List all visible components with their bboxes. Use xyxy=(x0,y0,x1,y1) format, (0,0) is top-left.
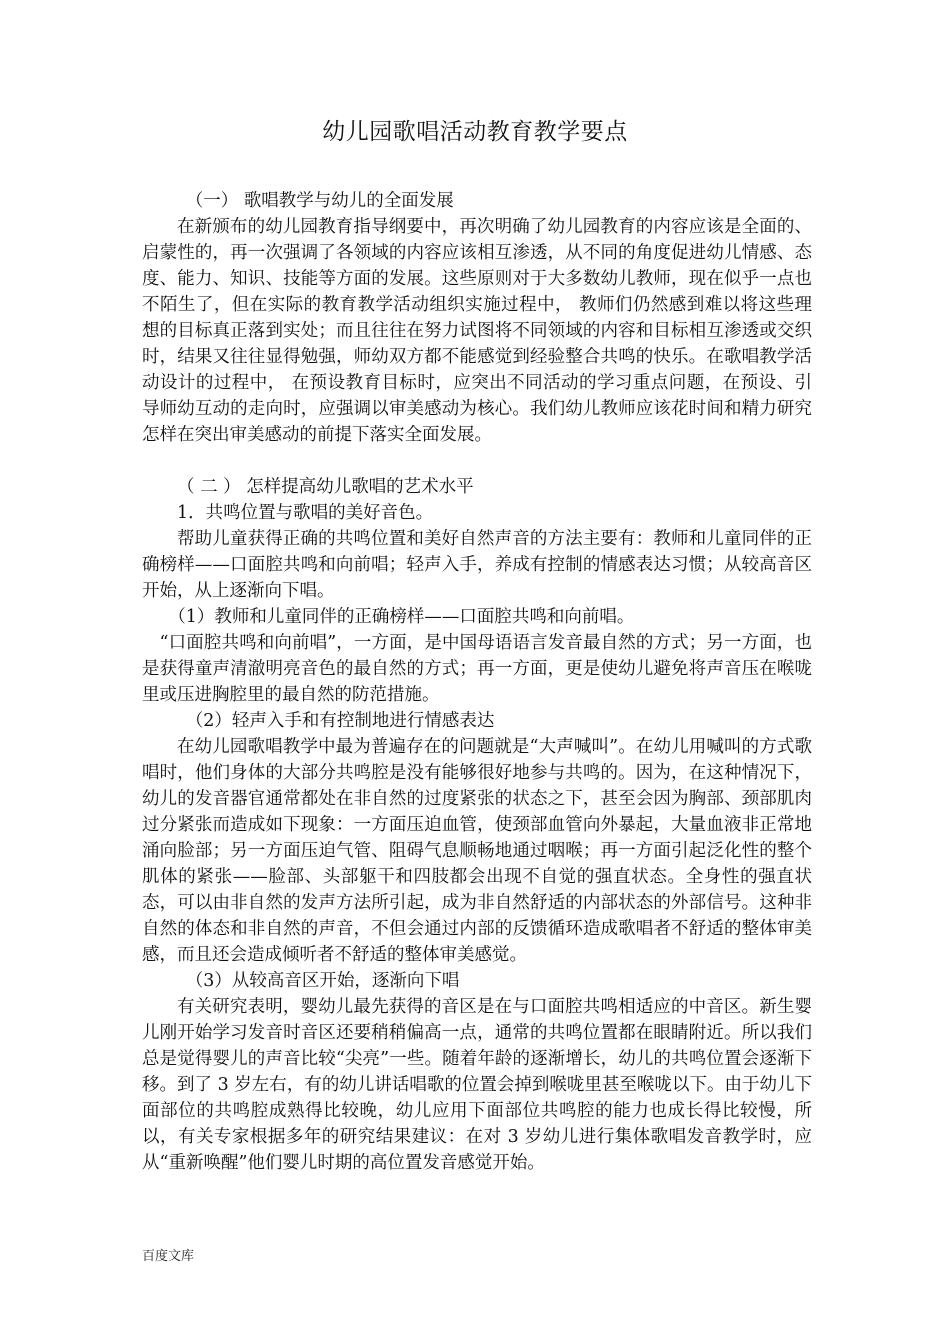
subsection-1-item-2-heading: （2）轻声入手和有控制地进行情感表达 xyxy=(185,711,495,731)
document-body xyxy=(142,188,812,1176)
subsection-1-item-3-paragraph: 有关研究表明，婴幼儿最先获得的音区是在与口面腔共鸣相适应的中音区。新生婴儿刚开始学习发音时音区还要稍稍偏高一点，通常的共鸣位置都在眼睛附近。所以我们总是觉得婴儿的声音比较“尖亮”一些。随着年龄的逐渐增长，幼儿的共鸣位置会逐渐下移。到了 3 岁左右，有的幼儿讲话唱歌的位置会掉到喉咙里甚至喉咙以下。由于幼儿下面部位的共鸣腔成熟得比较晚，幼儿应用下面部位共鸣腔的能力也成长得比较慢，所以，有关专家根据多年的研究结果建议：在对 3 岁幼儿进行集体歌唱发音教学时，应从“重新唤醒”他们婴儿时期的高位置发音感觉开始。 xyxy=(142,997,812,1173)
subsection-1-item-3-heading: （3）从较高音区开始，逐渐向下唱 xyxy=(185,971,460,991)
subsection-1-paragraph: 帮助儿童获得正确的共鸣位置和美好自然声音的方法主要有：教师和儿童同伴的正确榜样——口面腔共鸣和向前唱；轻声入手，养成有控制的情感表达习惯；从较高音区开始，从上逐渐向下唱。 xyxy=(142,529,812,601)
document-title: 幼儿园歌唱活动教育教学要点 xyxy=(322,119,628,145)
subsection-1-item-1-paragraph: “口面腔共鸣和向前唱”，一方面，是中国母语语言发音最自然的方式；另一方面，也是获得童声清澈明亮音色的最自然的方式；再一方面，更是使幼儿避免将声音压在喉咙里或压进胸腔里的最自然的防范措施。 xyxy=(142,633,812,705)
paragraph-gap xyxy=(142,448,812,474)
subsection-1-item-2-paragraph: 在幼儿园歌唱教学中最为普遍存在的问题就是“大声喊叫”。在幼儿用喊叫的方式歌唱时，他们身体的大部分共鸣腔是没有能够很好地参与共鸣的。因为，在这种情况下，幼儿的发音器官通常都处在非自然的过度紧张的状态之下，甚至会因为胸部、颈部肌肉过分紧张而造成如下现象：一方面压迫血管，使颈部血管向外暴起，大量血液非正常地涌向脸部；另一方面压迫气管、阻碍气息顺畅地通过咽喉；再一方面引起泛化性的整个肌体的紧张——脸部、头部躯干和四肢都会出现不自觉的强直状态。全身性的强直状态，可以由非自然的发声方法所引起，成为非自然舒适的内部状态的外部信号。这种非自然的体态和非自然的声音，不但会通过内部的反馈循环造成歌唱者不舒适的整体审美感，而且还会造成倾听者不舒适的整体审美感觉。 xyxy=(142,737,812,965)
subsection-1-item-1-heading: （1）教师和儿童同伴的正确榜样——口面腔共鸣和向前唱。 xyxy=(168,607,635,627)
footer-label: 百度文库 xyxy=(142,1249,195,1264)
subsection-1-heading: 1．共鸣位置与歌唱的美好音色。 xyxy=(177,503,434,523)
section-2-heading: （ 二 ） 怎样提高幼儿歌唱的艺术水平 xyxy=(177,477,474,497)
section-1-paragraph: 在新颁布的幼儿园教育指导纲要中，再次明确了幼儿园教育的内容应该是全面的、启蒙性的，再一次强调了各领域的内容应该相互渗透，从不同的角度促进幼儿情感、态度、能力、知识、技能等方面的发展。这些原则对于大多数幼儿教师，现在似乎一点也不陌生了，但在实际的教育教学活动组织实施过程中， 教师们仍然感到难以将这些理想的目标真正落到实处；而且往往在努力试图将不同领域的内容和目标相互渗透或交织时，结果又往往显得勉强，师幼双方都不能感觉到经验整合共鸣的快乐。在歌唱教学活动设计的过程中， 在预设教育目标时，应突出不同活动的学习重点问题，在预设、引导师幼互动的走向时，应强调以审美感动为核心。我们幼儿教师应该花时间和精力研究怎样在突出审美感动的前提下落实全面发展。 xyxy=(142,217,812,445)
section-1-heading: （一） 歌唱教学与幼儿的全面发展 xyxy=(185,191,454,211)
